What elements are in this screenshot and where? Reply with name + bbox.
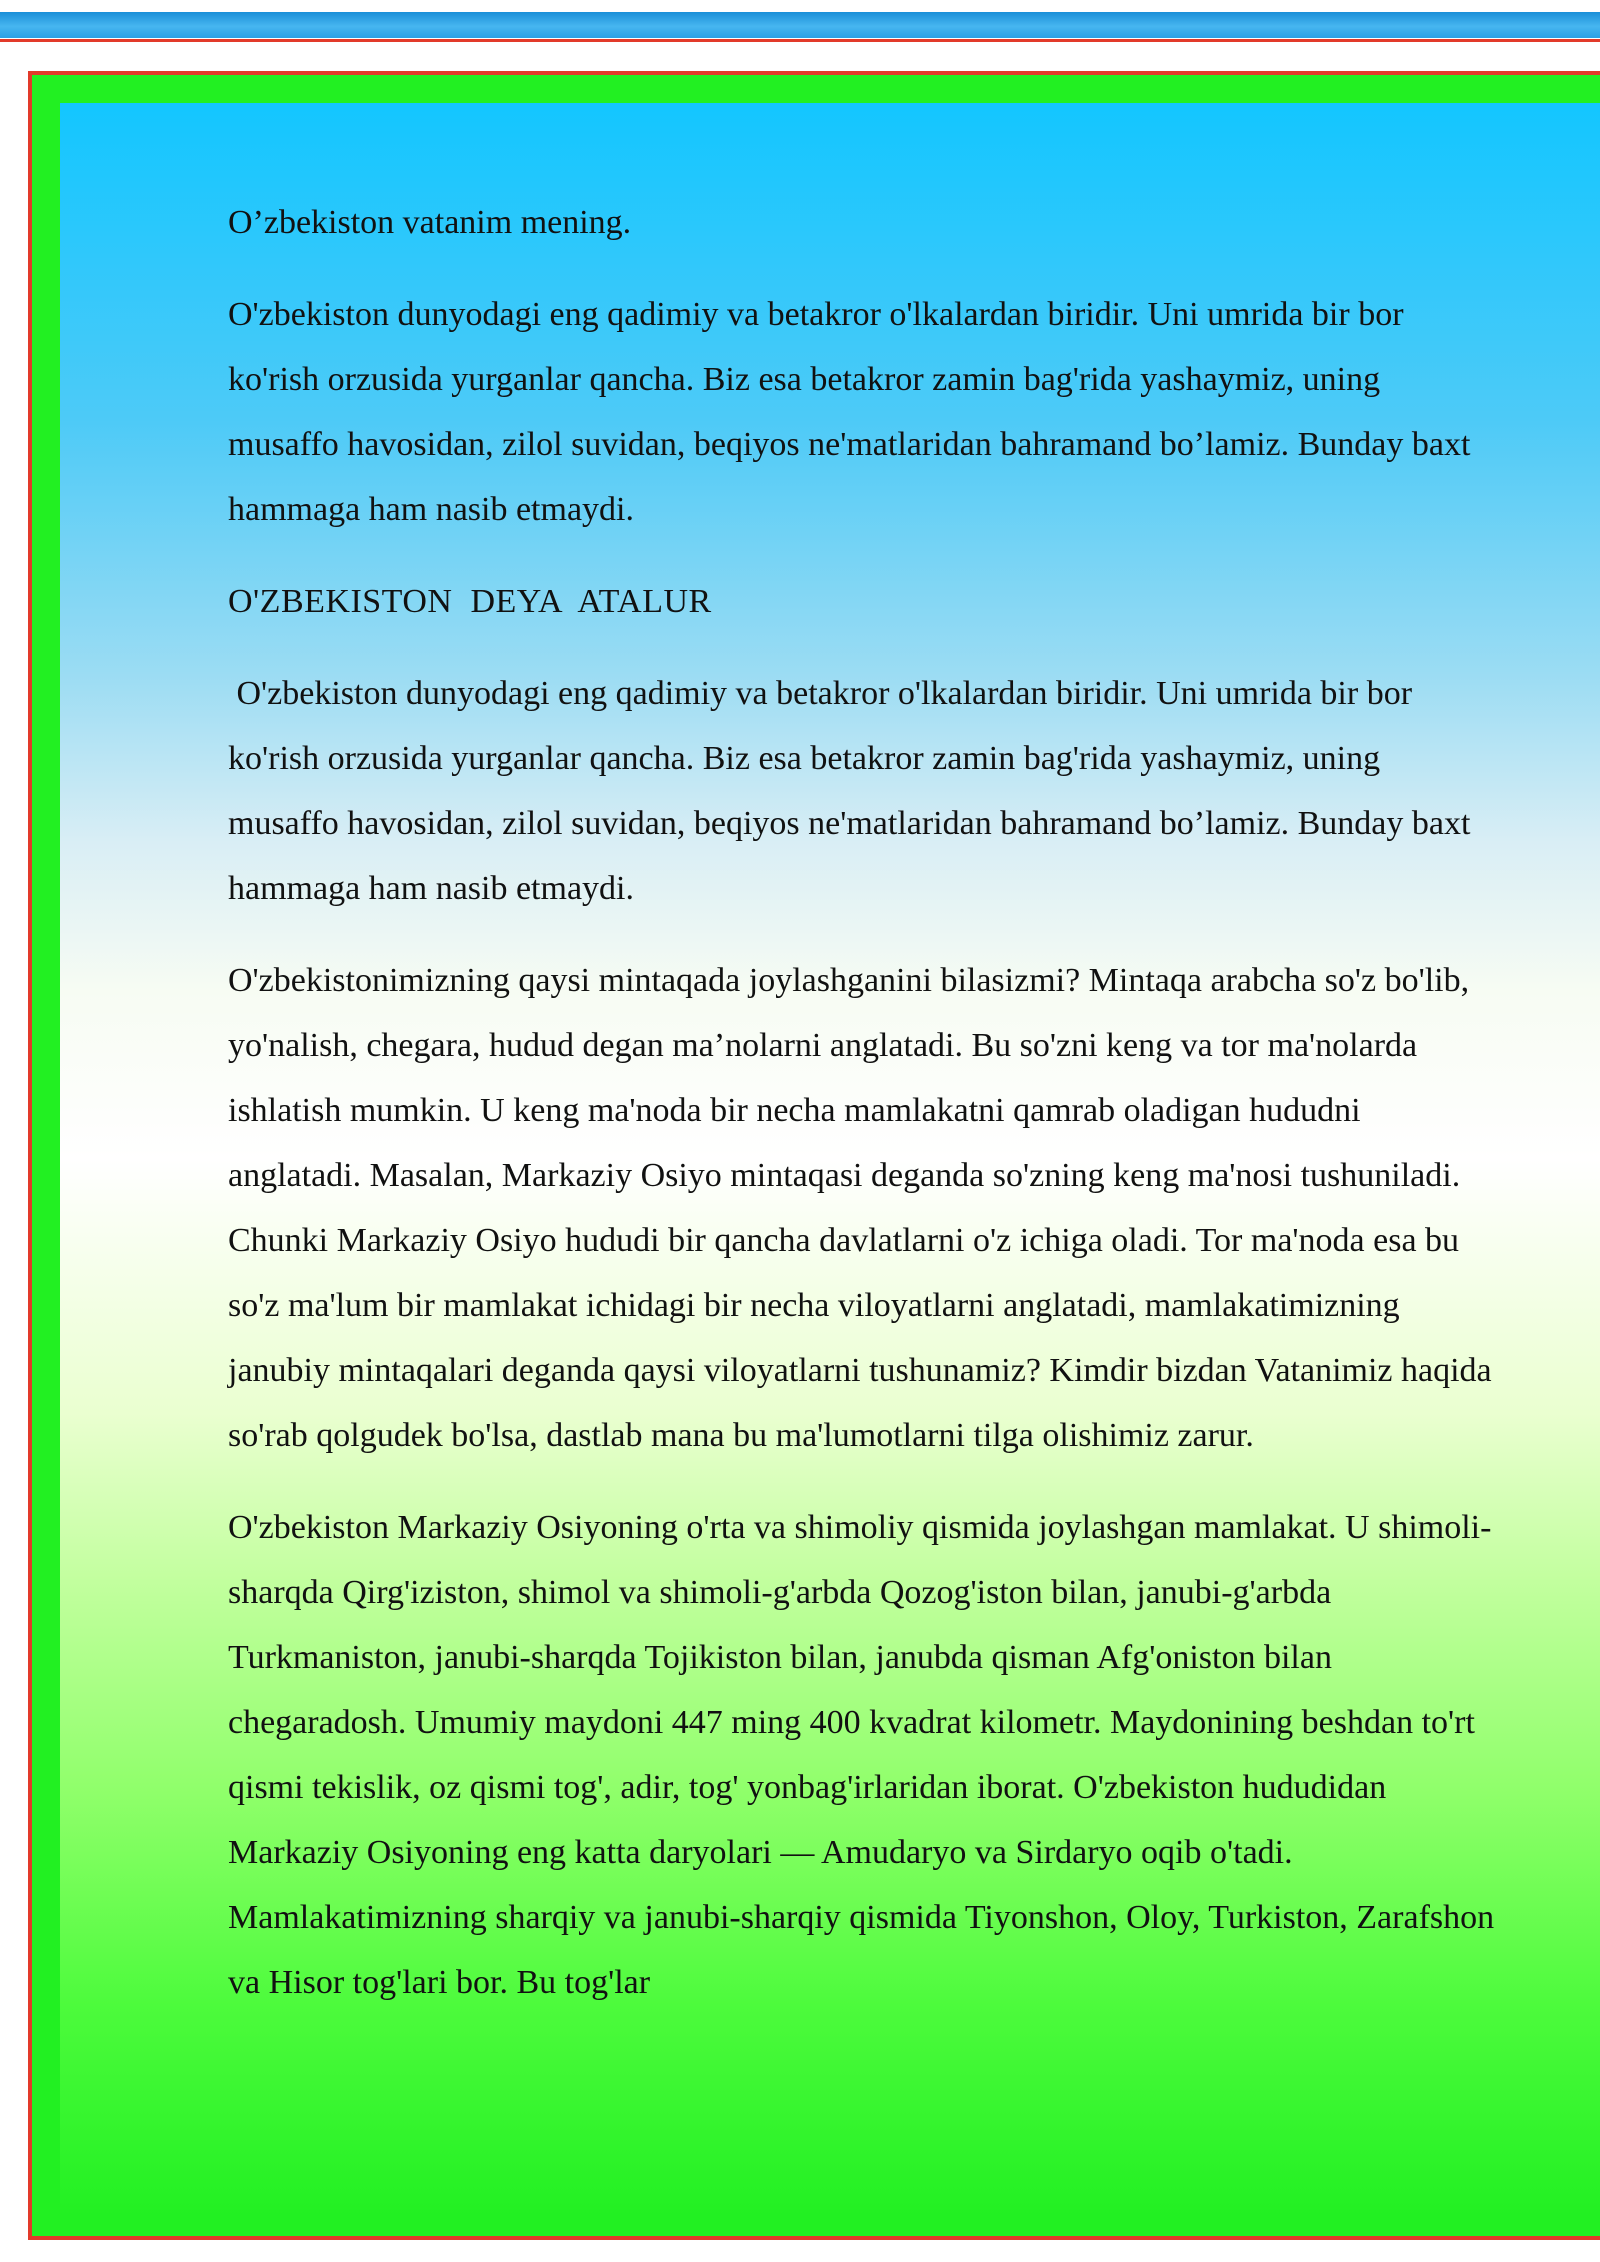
document-title: O’zbekiston vatanim mening. [228, 204, 632, 241]
top-red-line [0, 39, 1600, 42]
paragraph-3: O'zbekiston Markaziy Osiyoning o'rta va shimoliy qismida joylashgan mamlakat. U shimoli-sharqda Qirg'iziston, shimol va shimoli-g'arbda Qozog'iston bilan, janubi-g'arbda Turkmaniston, janubi-sharqda Tojikiston bilan, janubda qisman Afg'oniston bilan chegaradosh. Umumiy maydoni 447 ming 400 kvadrat kilometr. Maydonining beshdan to'rt qismi tekislik, oz qismi tog', adir, tog' yonbag'irlaridan iborat. O'zbekiston hududidan Markaziy Osiyoning eng katta daryolari — Amudaryo va Sirdaryo oqib o'tadi. Mamlakatimizning sharqiy va janubi-sharqiy qismida Tiyonshon, Oloy, Turkiston, Zarafshon va Hisor tog'lari bor. Bu tog'lar [228, 1509, 1495, 2001]
top-blue-band [0, 12, 1600, 38]
paragraph-1: O'zbekiston dunyodagi eng qadimiy va betakror o'lkalardan biridir. Uni umrida bir bor ko'rish orzusida yurganlar qancha. Biz esa betakror zamin bag'rida yashaymiz, uning musaffo havosidan, zilol suvidan, beqiyos ne'matlaridan bahramand bo’lamiz. Bunday baxt hammaga ham nasib etmaydi. [228, 675, 1479, 907]
intro-paragraph: O'zbekiston dunyodagi eng qadimiy va betakror o'lkalardan biridir. Uni umrida bir bor ko'rish orzusida yurganlar qancha. Biz esa betakror zamin bag'rida yashaymiz, uning musaffo havosidan, zilol suvidan, beqiyos ne'matlaridan bahramand bo’lamiz. Bunday baxt hammaga ham nasib etmaydi. [228, 296, 1471, 528]
section-heading: O'ZBEKISTON DEYA ATALUR [228, 583, 712, 620]
document-body [228, 190, 1498, 2042]
paragraph-2: O'zbekistonimizning qaysi mintaqada joylashganini bilasizmi? Mintaqa arabcha so'z bo'lib, yo'nalish, chegara, hudud degan ma’nolarni anglatadi. Bu so'zni keng va tor ma'nolarda ishlatish mumkin. U keng ma'noda bir necha mamlakatni qamrab oladigan hududni anglatadi. Masalan, Markaziy Osiyo mintaqasi deganda so'zning keng ma'nosi tushuniladi. Chunki Markaziy Osiyo hududi bir qancha davlatlarni o'z ichiga oladi. Tor ma'noda esa bu so'z ma'lum bir mamlakat ichidagi bir necha viloyatlarni anglatadi, mamlakatimizning janubiy mintaqalari deganda qaysi viloyatlarni tushunamiz? Kimdir bizdan Vatanimiz haqida so'rab qolgudek bo'lsa, dastlab mana bu ma'lumotlarni tilga olishimiz zarur. [228, 962, 1492, 1454]
